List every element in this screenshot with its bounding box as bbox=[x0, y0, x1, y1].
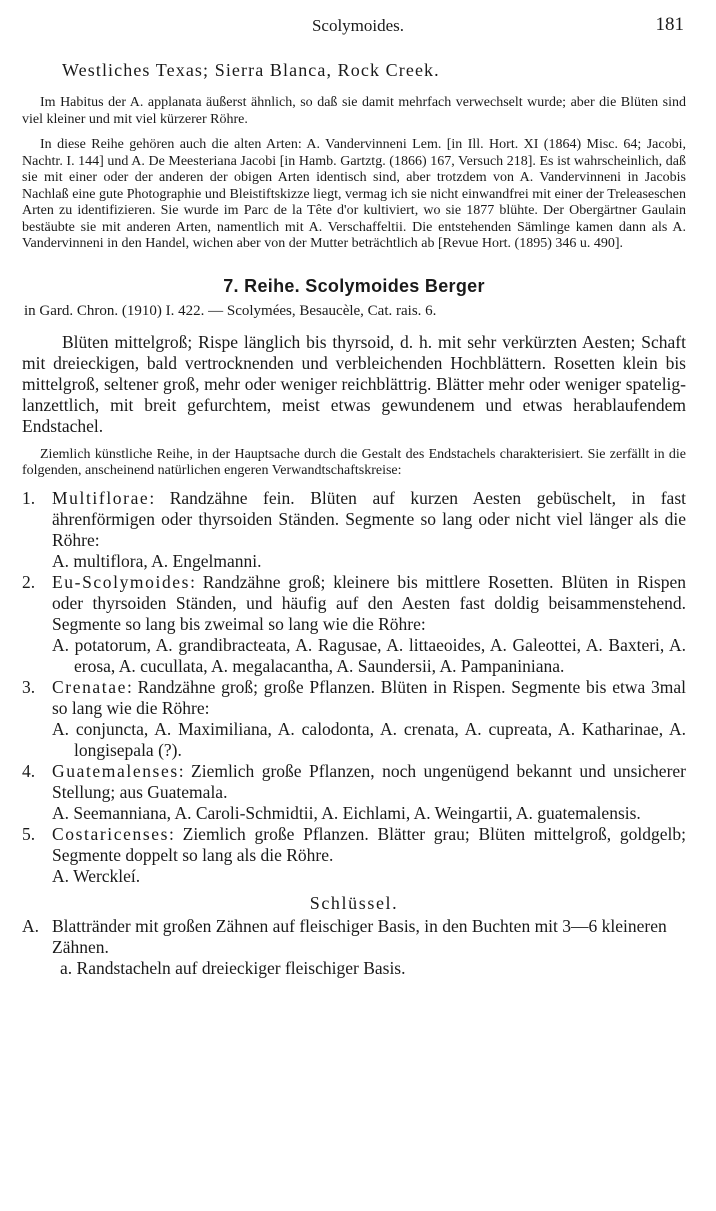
section-description: Blüten mittelgroß; Rispe länglich bis thyrsoid, d. h. mit sehr verkürzten Aesten; Schaft mit dreieckigen, bald vertrocknenden und verbleichenden Hochblättern. Rosetten klein bis mittelgroß, seltener groß, mehr oder weniger reichblättrig. Blätter mehr oder weniger spatelig-lanzettlich, mit breit gefurchtem, meist etwas gewundenem und etwas herablaufendem Endstachel. bbox=[22, 331, 686, 436]
key-entry-a bbox=[22, 916, 686, 958]
section-reference: in Gard. Chron. (1910) I. 422. — Scolymées, Besaucèle, Cat. rais. 6. bbox=[24, 302, 437, 319]
group-species: A. potatorum, A. grandibracteata, A. Ragusae, A. littaeoides, A. Galeottei, A. Baxteri, A. erosa, A. cucullata, A. megalacantha, A. Saundersii, A. Pampaniniana. bbox=[52, 634, 686, 676]
group-item bbox=[22, 572, 686, 635]
group-description: : Randzähne groß; große Pflanzen. Blüten in Rispen. Segmente bis etwa 3mal so lang wie die Röhre: bbox=[52, 676, 686, 718]
group-species: A. multiflora, A. Engelmanni. bbox=[52, 550, 262, 571]
group-name: Eu-Scolymoides bbox=[52, 571, 191, 592]
intro-paragraph-1: Im Habitus der A. applanata äußerst ähnlich, so daß sie damit mehrfach verwechselt wurde; aber die Blüten sind viel kleiner und mit viel kürzerer Röhre. bbox=[22, 95, 686, 127]
group-species: A. Seemanniana, A. Caroli-Schmidtii, A. Eichlami, A. Weingartii, A. guatemalensis. bbox=[52, 802, 641, 823]
intro-paragraph-2: In diese Reihe gehören auch die alten Arten: A. Vandervinneni Lem. [in Ill. Hort. XI (1864) Misc. 64; Jacobi, Nachtr. I. 144] und A. De Meesteriana Jacobi [in Hamb. Gartztg. (1866) 167, Versuch 218]. Es ist wahrscheinlich, daß sie mit einer oder der anderen der obigen Arten identisch sind, aber trotzdem von A. Vandervinneni in Jacobis Nachlaß eine gute Photographie und Bleistiftskizze liegt, vermag ich sie nicht einwandfrei mit einer der Treleaseschen Arten zu identifizieren. Sie wurde im Parc de la Tête d'or kultiviert, wo sie 1877 blühte. Der Obergärtner Gaulain bestäubte sie mit anderen Arten, namentlich mit A. Verschaffeltii. Die entstehenden Sämlinge kamen dann als A. Vandervinneni in den Handel, wichen aber von der Mutter beträchtlich ab [Revue Hort. (1895) 346 u. 490]. bbox=[22, 137, 686, 251]
group-number: 3. bbox=[22, 676, 36, 697]
group-name: Guatemalenses bbox=[52, 760, 179, 781]
group-description: : Randzähne groß; kleinere bis mittlere Rosetten. Blüten in Rispen oder thyrsoiden Ständen, und häufig auf den Aesten fast doldig beisammenstehend. Segmente so lang bis zweimal so lang wie die Röhre: bbox=[52, 571, 686, 634]
section-title: 7. Reihe. Scolymoides Berger bbox=[223, 275, 485, 296]
group-name: Multiflorae bbox=[52, 487, 150, 508]
key-heading: Schlüssel. bbox=[309, 892, 399, 913]
group-number: 2. bbox=[22, 571, 36, 592]
running-header: Scolymoides. bbox=[311, 16, 405, 35]
group-item bbox=[22, 761, 686, 803]
group-description: : Ziemlich große Pflanzen, noch ungenügend bekannt und unsicherer Stellung; aus Guatemala. bbox=[52, 760, 686, 802]
group-number: 5. bbox=[22, 823, 36, 844]
group-description: : Ziemlich große Pflanzen. Blätter grau; Blüten mittelgroß, goldgelb; Segmente doppelt so lang als die Röhre. bbox=[52, 823, 686, 865]
page-number: 181 bbox=[655, 14, 684, 35]
group-species: A. conjuncta, A. Maximiliana, A. calodonta, A. crenata, A. cupreata, A. Katharinae, A. longisepala (?). bbox=[52, 718, 686, 760]
key-entry-text: Blattränder mit großen Zähnen auf fleischiger Basis, in den Buchten mit 3—6 kleineren Zähnen. bbox=[52, 915, 667, 957]
section-note: Ziemlich künstliche Reihe, in der Hauptsache durch die Gestalt des Endstachels charakterisiert. Sie zerfällt in die folgenden, anscheinend natürlichen engeren Verwandtschaftskreise: bbox=[22, 446, 686, 478]
group-description: : Randzähne fein. Blüten auf kurzen Aesten gebüschelt, in fast ährenförmigen oder thyrsoiden Ständen. Segmente so lang oder nicht viel länger als die Röhre: bbox=[52, 487, 686, 550]
group-item bbox=[22, 677, 686, 719]
group-list bbox=[22, 488, 686, 887]
group-item bbox=[22, 488, 686, 551]
group-name: Crenatae bbox=[52, 676, 127, 697]
group-name: Costaricenses bbox=[52, 823, 170, 844]
key-subentry-a: a. Randstacheln auf dreieckiger fleischiger Basis. bbox=[60, 957, 406, 978]
page-body bbox=[22, 60, 686, 979]
group-number: 1. bbox=[22, 487, 36, 508]
key-entry-label: A. bbox=[22, 915, 40, 936]
group-species: A. Werckleí. bbox=[52, 865, 141, 886]
locality-line: Westliches Texas; Sierra Blanca, Rock Creek. bbox=[62, 60, 440, 80]
group-item bbox=[22, 824, 686, 866]
group-number: 4. bbox=[22, 760, 36, 781]
